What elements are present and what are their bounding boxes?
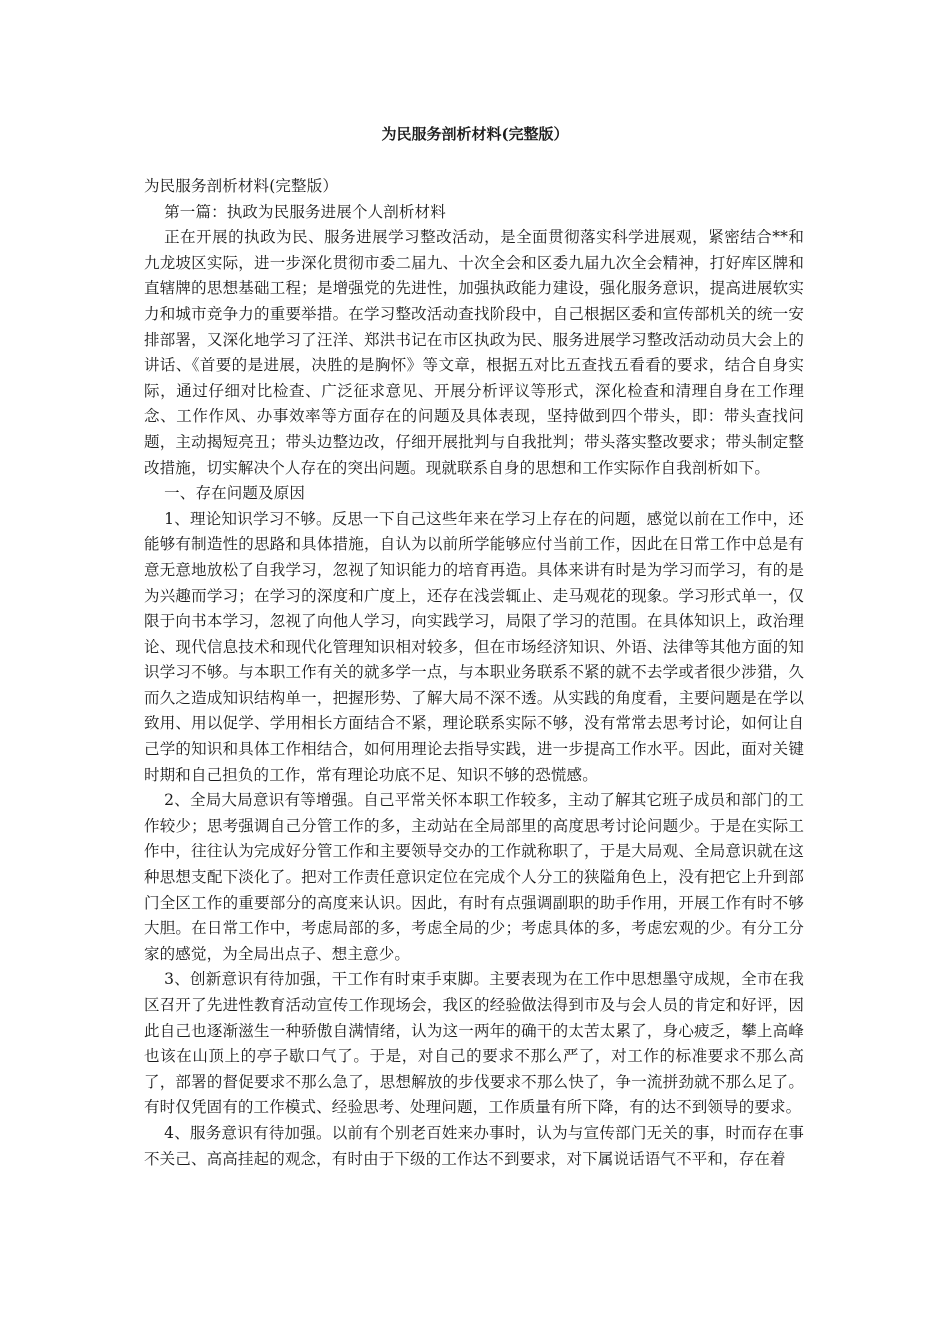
- paragraph-item-3: 3、创新意识有待加强，干工作有时束手束脚。主要表现为在工作中思想墨守成规，全市在我区召开了先进性教育活动宣传工作现场会，我区的经验做法得到市及与会人员的肯定和好评，因此自己也逐渐滋生一种骄傲自满情绪，认为这一两年的确干的太苦太累了，身心疲乏，攀上高峰也该在山顶上的亭子歇口气了。于是，对自己的要求不那么严了，对工作的标准要求不那么高了，部署的督促要求不那么急了，思想解放的步伐要求不那么快了，争一流拼劲就不那么足了。有时仅凭固有的工作模式、经验思考、处理问题，工作质量有所下降，有的达不到领导的要求。: [144, 970, 804, 1117]
- document-body: [144, 174, 804, 1172]
- paragraph-item-4: 4、服务意识有待加强。以前有个别老百姓来办事时，认为与宣传部门无关的事，时而存在事不关己、高高挂起的观念，有时由于下级的工作达不到要求，对下属说话语气不平和，存在着: [144, 1123, 804, 1168]
- paragraph-item-2: 2、全局大局意识有等增强。自己平常关怀本职工作较多，主动了解其它班子成员和部门的工作较少；思考强调自己分管工作的多，主动站在全局部里的高度思考讨论问题少。于是在实际工作中，往往认为完成好分管工作和主要领导交办的工作就称职了，于是大局观、全局意识就在这种思想支配下淡化了。把对工作责任意识定位在完成个人分工的狭隘角色上，没有把它上升到部门全区工作的重要部分的高度来认识。因此，有时有点强调副职的助手作用，开展工作有时不够大胆。在日常工作中，考虑局部的多，考虑全局的少；考虑具体的多，考虑宏观的少。有分工分家的感觉，为全局出点子、想主意少。: [144, 791, 804, 963]
- paragraph-item-1: 1、理论知识学习不够。反思一下自己这些年来在学习上存在的问题，感觉以前在工作中，还能够有制造性的思路和具体措施，自认为以前所学能够应付当前工作，因此在日常工作中总是有意无意地放松了自我学习，忽视了知识能力的培育再造。具体来讲有时是为学习而学习，有的是为兴趣而学习；在学习的深度和广度上，还存在浅尝辄止、走马观花的现象。学习形式单一，仅限于向书本学习，忽视了向他人学习，向实践学习，局限了学习的范围。在具体知识上，政治理论、现代信息技术和现代化管理知识相对较多，但在市场经济知识、外语、法律等其他方面的知识学习不够。与本职工作有关的就多学一点，与本职业务联系不紧的就不去学或者很少涉猎，久而久之造成知识结构单一，把握形势、了解大局不深不透。从实践的角度看，主要问题是在学以致用、用以促学、学用相长方面结合不紧，理论联系实际不够，没有常常去思考讨论，如何让自己学的知识和具体工作相结合，如何用理论去指导实践，进一步提高工作水平。因此，面对关键时期和自己担负的工作，常有理论功底不足、知识不够的恐慌感。: [144, 509, 804, 784]
- subsection-heading: 一、存在问题及原因: [164, 484, 305, 503]
- document-title: 为民服务剖析材料(完整版）: [381, 125, 569, 143]
- section-heading: 第一篇：执政为民服务进展个人剖析材料: [164, 202, 446, 221]
- paragraph-intro: 正在开展的执政为民、服务进展学习整改活动，是全面贯彻落实科学进展观，紧密结合**和九龙坡区实际，进一步深化贯彻市委二届九、十次全会和区委九届九次全会精神，打好库区牌和直辖牌的思想基础工程；是增强党的先进性，加强执政能力建设，强化服务意识，提高进展软实力和城市竞争力的重要举措。在学习整改活动查找阶段中，自己根据区委和宣传部机关的统一安排部署，又深化地学习了汪洋、郑洪书记在市区执政为民、服务进展学习整改活动动员大会上的讲话、《首要的是进展，决胜的是胸怀》等文章，根据五对比五查找五看看的要求，结合自身实际，通过仔细对比检查、广泛征求意见、开展分析评议等形式，深化检查和清理自身在工作理念、工作作风、办事效率等方面存在的问题及具体表现，坚持做到四个带头，即：带头查找问题，主动揭短亮丑；带头边整边改，仔细开展批判与自我批判；带头落实整改要求；带头制定整改措施，切实解决个人存在的突出问题。现就联系自身的思想和工作实际作自我剖析如下。: [144, 228, 804, 477]
- document-subtitle: 为民服务剖析材料(完整版）: [144, 177, 338, 195]
